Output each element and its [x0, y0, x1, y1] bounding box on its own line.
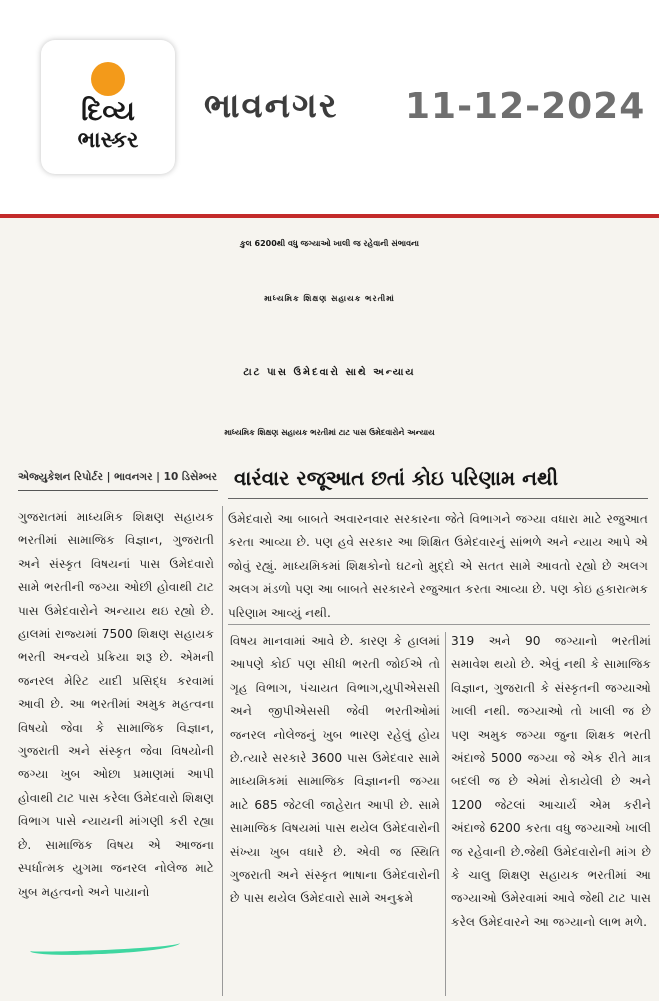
headline-line-2: ટાટ પાસ ઉમેદવારો સાથે અન્યાય [243, 367, 416, 378]
logo-text-line2: ભાસ્કર [77, 128, 139, 153]
deck-divider [228, 498, 648, 499]
divya-bhaskar-logo[interactable] [41, 40, 175, 174]
article-deck: વારંવાર રજૂઆત છતાં કોઇ પરિણામ નથી [234, 466, 559, 490]
body-column-1: ગુજરાતમાં માધ્યમિક શિક્ષણ સહાયક ભરતીમાં સામાજિક વિજ્ઞાન, ગુજરાતી અને સંસ્કૃત વિષયનાં પાસ ઉમેદવારો સામે ભરતીની જગ્યા ઓછી હોવાથી ટાટ પાસ ઉમેદવારોને અન્યાય થઇ રહ્યો છે. હાલમાં રાજ્યમાં 7500 શિક્ષણ સહાયક ભરતી અન્વયે પ્રક્રિયા શરૂ છે. એમની જનરલ મેરિટ યાદી પ્રસિદ્ધ કરવામાં આવી છે. આ ભરતીમાં અમુક મહત્વના વિષયો જેવા કે સામાજિક વિજ્ઞાન, ગુજરાતી અને સંસ્કૃત જેવા વિષયોની જગ્યા ખુબ ઓછા પ્રમાણમાં આપી હોવાથી ટાટ પાસ કરેલા ઉમેદવારો શિક્ષણ વિભાગ પાસે ન્યાયની માંગણી કરી રહ્યા છે. સામાજિક વિષય એ આજના સ્પર્ધાત્મક યુગમા જનરલ નોલેજ માટે ખુબ મહત્વનો અને પાયાનો [18, 510, 214, 899]
news-clipping [0, 214, 659, 1001]
body-column-2: વિષય માનવામાં આવે છે. કારણ કે હાલમાં આપણે કોઈ પણ સીધી ભરતી જોઈએ તો ગૃહ વિભાગ, પંચાયત વિભાગ,યુપીએસસી અને જીપીએસસી જેવી ભરતીઓમાં જનરલ નોલેજનું ખુબ ભારણ રહેલું હોય છે.ત્યારે સરકારે 3600 પાસ ઉમેદવાર સામે માધ્યમિકમાં સામાજિક વિજ્ઞાનની જગ્યા માટે 685 જેટલી જાહેરાત આપી છે. સામે સામાજિક વિષયમાં પાસ થયેલ ઉમેદવારોની સંખ્યા ખુબ વધારે છે. એવી જ સ્થિતિ ગુજરાતી અને સંસ્કૃત ભાષાના ઉમેદવારોની છે પાસ થયેલ ઉમેદવારો સામે અનુક્રમે [230, 634, 440, 906]
row-divider [228, 624, 650, 625]
article-kicker: કુલ 6200થી વધુ જગ્યાઓ ખાલી જ રહેવાની સંભાવના [240, 239, 419, 248]
column-divider [222, 506, 223, 996]
body-column-top-right: ઉમેદવારો આ બાબતે અવારનવાર સરકારના જેતે વિભાગને જગ્યા વધારા માટે રજુઆત કરતા આવ્યા છે. પણ હવે સરકાર આ શિક્ષિત ઉમેદવારનું સાંભળે અને ન્યાય આપે એ જોવું રહ્યું. માધ્યમિકમાં શિક્ષકોનો ઘટનો મુદ્દો એ સતત સામે આવતો રહ્યો છે અલગ અલગ મંડળો પણ આ બાબતે સરકારને રજુઆત કરતા આવ્યા છે. પણ કોઇ હકારાત્મક પરિણામ આવ્યું નથી. [228, 512, 648, 620]
edition-city: ભાવનગર [204, 86, 339, 126]
headline-line-1: માધ્યમિક શિક્ષણ સહાયક ભરતીમાં [264, 294, 395, 303]
sun-icon [91, 62, 125, 96]
article-subhead: માધ્યમિક શિક્ષણ સહાયક ભરતીમાં ટાટ પાસ ઉમેદવારોને અન્યાય [224, 428, 435, 437]
byline-divider [18, 490, 218, 491]
column-divider [445, 632, 446, 996]
article-byline: એજ્યુકેશન રિપોર્ટર | ભાવનગર | 10 ડિસેમ્બર [18, 471, 217, 483]
edition-date: 11-12-2024 [405, 86, 646, 127]
logo-text-line1: દિવ્ય [81, 96, 135, 127]
body-column-3: 319 અને 90 જગ્યાનો ભરતીમાં સમાવેશ થયો છે. એવું નથી કે સામાજિક વિજ્ઞાન, ગુજરાતી કે સંસ્કૃતની જગ્યાઓ ખાલી નથી. જગ્યાઓ તો ખાલી જ છે પણ અમુક જગ્યા જુના શિક્ષક ભરતી અંદાજે 5000 જગ્યા જે એક રીતે માત્ર બદલી જ છે એમાં રોકાયેલી છે અને 1200 જેટલાં આચાર્ય એમ કરીને અંદાજે 6200 કરતા વધુ જગ્યાઓ ખાલી જ રહેવાની છે.જેથી ઉમેદવારોની માંગ છે કે ચાલુ શિક્ષણ સહાયક ભરતીમાં આ જગ્યાઓ ઉમેરવામાં આવે જેથી ટાટ પાસ કરેલ ઉમેદવારને આ જગ્યાનો લાભ મળે. [451, 634, 651, 929]
app-header [0, 0, 659, 214]
top-divider [0, 214, 659, 218]
